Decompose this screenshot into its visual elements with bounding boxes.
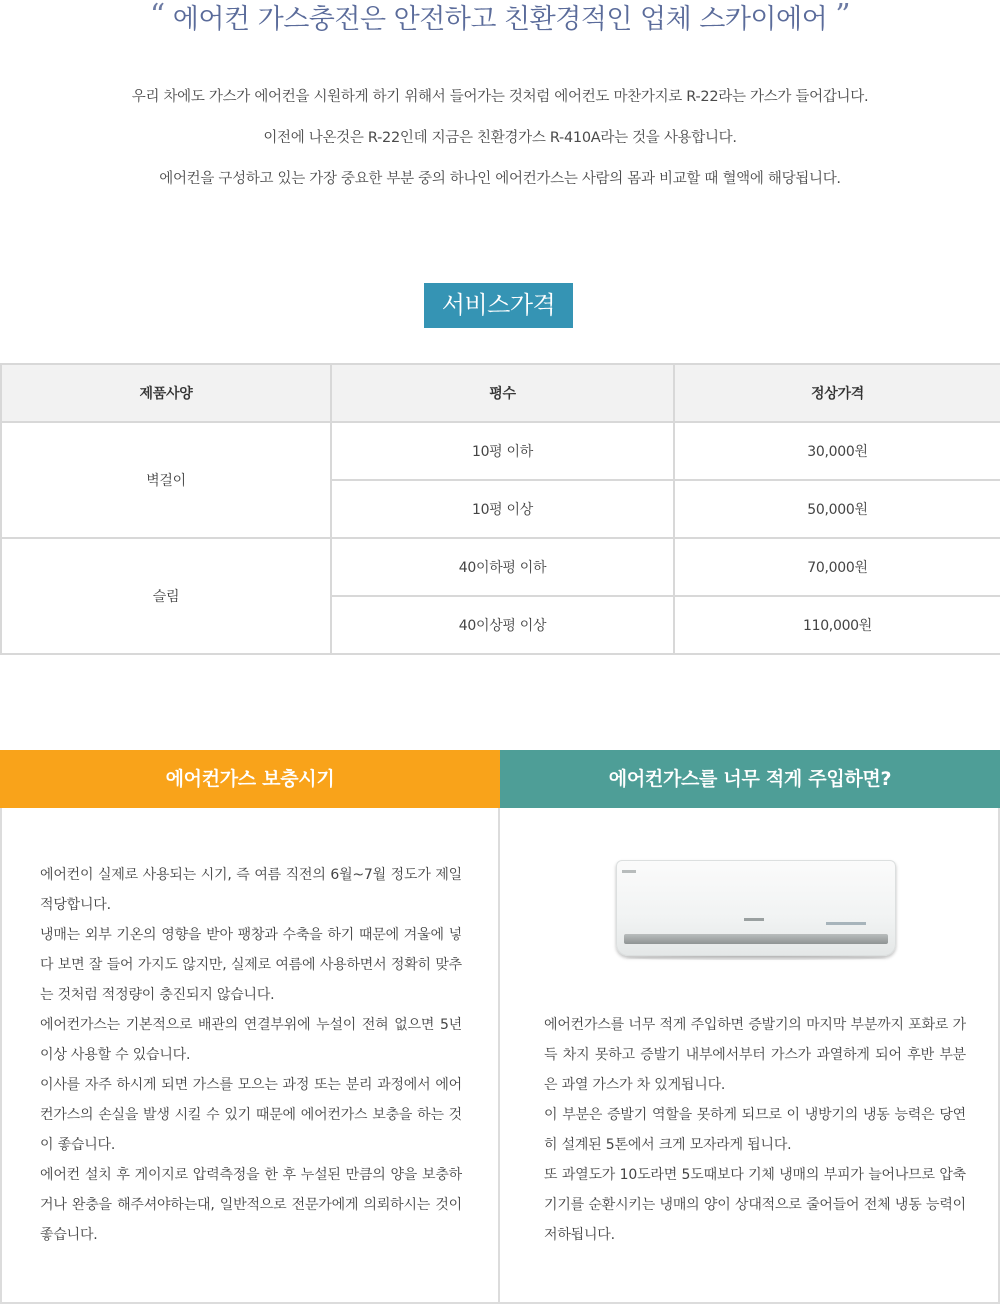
price-cell: 70,000원 <box>674 538 1000 596</box>
product-cell: 슬림 <box>1 538 331 654</box>
panel-paragraph: 에어컨가스를 너무 적게 주입하면 증발기의 마지막 부분까지 포화로 가득 차지 못하고 증발기 내부에서부터 가스가 과열하게 되어 후반 부분은 과열 가스가 차 있게됩니다. <box>544 1017 966 1093</box>
panel-title: 에어컨가스 보충시기 <box>0 750 500 808</box>
size-cell: 40이상평 이상 <box>331 596 674 654</box>
intro-line: 에어컨을 구성하고 있는 가장 중요한 부분 중의 하나인 에어컨가스는 사람의 몸과 비교할 때 혈액에 해당됩니다. <box>159 171 841 187</box>
panel-body <box>544 1010 966 1250</box>
price-cell: 50,000원 <box>674 480 1000 538</box>
service-price-title: 서비스가격 <box>424 283 573 328</box>
header-product: 제품사양 <box>1 364 331 422</box>
close-quote-icon: ” <box>835 0 851 33</box>
table-row <box>1 422 1000 480</box>
panel-paragraph: 또 과열도가 10도라면 5도때보다 기체 냉매의 부피가 늘어나므로 압축기기를 순환시키는 냉매의 양이 상대적으로 줄어들어 전체 냉동 능력이 저하됩니다. <box>544 1167 966 1243</box>
panel-paragraph: 에어컨이 실제로 사용되는 시기, 즉 여름 직전의 6월~7월 정도가 제일 적당합니다. <box>40 867 462 913</box>
open-quote-icon: “ <box>149 0 165 33</box>
product-cell: 벽걸이 <box>1 422 331 538</box>
table-header-row <box>1 364 1000 422</box>
price-table <box>0 363 1000 655</box>
header-price: 정상가격 <box>674 364 1000 422</box>
price-cell: 30,000원 <box>674 422 1000 480</box>
panel-paragraph: 에어컨가스는 기본적으로 배관의 연결부위에 누설이 전혀 없으면 5년 이상 사용할 수 있습니다. <box>40 1017 462 1063</box>
headline-text: 에어컨 가스충전은 안전하고 친환경적인 업체 스카이에어 <box>172 4 828 35</box>
size-cell: 10평 이상 <box>331 480 674 538</box>
panel-paragraph: 냉매는 외부 기온의 영향을 받아 팽창과 수축을 하기 때문에 겨울에 넣다 보면 잘 들어 가지도 않지만, 실제로 여름에 사용하면서 정확히 맞추는 것처럼 적정량이 충진되지 않습니다. <box>40 927 462 1003</box>
price-cell: 110,000원 <box>674 596 1000 654</box>
intro-text <box>0 82 1000 205</box>
panel-body <box>40 860 462 1250</box>
air-conditioner-image <box>616 860 896 960</box>
page-headline <box>0 0 1000 40</box>
table-row <box>1 538 1000 596</box>
intro-line: 우리 차에도 가스가 에어컨을 시원하게 하기 위해서 들어가는 것처럼 에어컨도 마찬가지로 R-22라는 가스가 들어갑니다. <box>131 89 869 105</box>
size-cell: 10평 이하 <box>331 422 674 480</box>
panel-recharge-timing <box>0 750 500 1304</box>
header-size: 평수 <box>331 364 674 422</box>
panel-undercharge <box>500 750 1000 1304</box>
panel-title: 에어컨가스를 너무 적게 주입하면? <box>500 750 1000 808</box>
panel-paragraph: 이사를 자주 하시게 되면 가스를 모으는 과정 또는 분리 과정에서 에어컨가스의 손실을 발생 시킬 수 있기 때문에 에어컨가스 보충을 하는 것이 좋습니다. <box>40 1077 462 1153</box>
panel-paragraph: 에어컨 설치 후 게이지로 압력측정을 한 후 누설된 만큼의 양을 보충하거나 완충을 해주셔야하는대, 일반적으로 전문가에게 의뢰하시는 것이 좋습니다. <box>40 1167 462 1243</box>
intro-line: 이전에 나온것은 R-22인데 지금은 친환경가스 R-410A라는 것을 사용합니다. <box>263 130 737 146</box>
size-cell: 40이하평 이하 <box>331 538 674 596</box>
panel-paragraph: 이 부분은 증발기 역할을 못하게 되므로 이 냉방기의 냉동 능력은 당연히 설계된 5톤에서 크게 모자라게 됩니다. <box>544 1107 966 1153</box>
